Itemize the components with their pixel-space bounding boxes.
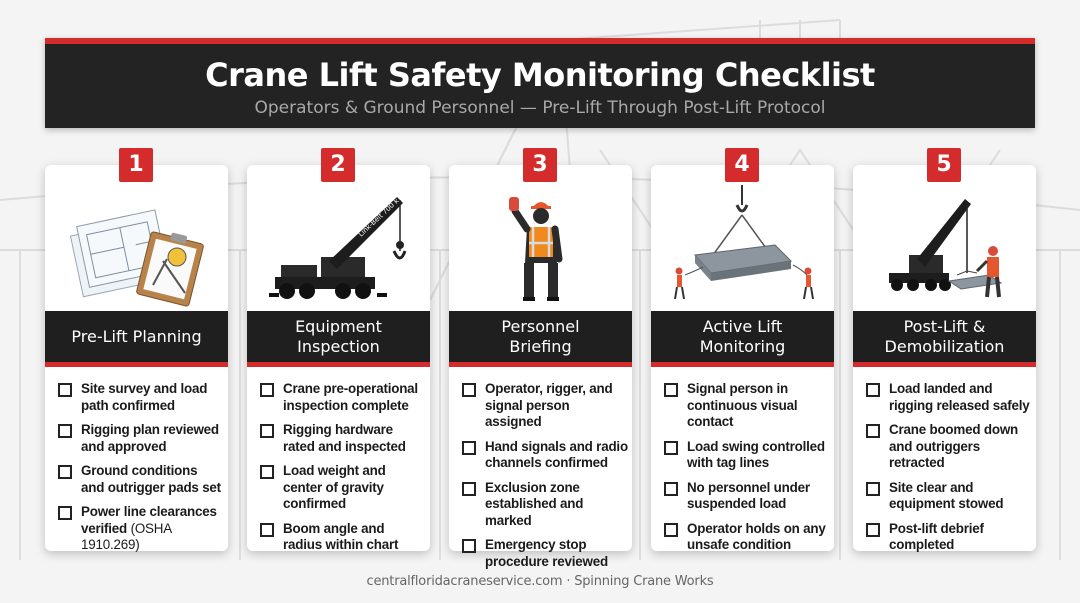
checklist-item-text [81, 504, 224, 554]
step-title-band [247, 311, 430, 367]
checklist-item-text: Exclusion zone established and marked [485, 479, 584, 528]
step-title-band [45, 311, 228, 367]
checklist [664, 381, 830, 562]
checklist-item [866, 381, 1032, 414]
checkbox[interactable] [664, 482, 678, 496]
checklist-item-text: Post-lift debrief completed [889, 520, 984, 552]
checkbox[interactable] [462, 539, 476, 553]
checkbox[interactable] [462, 383, 476, 397]
checklist-item [866, 422, 1032, 472]
checkbox[interactable] [260, 383, 274, 397]
checklist-item [58, 463, 224, 496]
checklist-item-text: No personnel under suspended load [687, 479, 810, 511]
checkbox[interactable] [58, 465, 72, 479]
checklist-item [664, 480, 830, 513]
checklist-item-text: Operator holds on any unsafe condition [687, 520, 826, 552]
crane-label: Link-Belt 700 k [356, 196, 401, 239]
checklist [866, 381, 1032, 562]
checkbox[interactable] [462, 441, 476, 455]
checkbox[interactable] [866, 424, 880, 438]
checklist-item-text: Load landed and rigging released safely [889, 381, 1030, 413]
checkbox[interactable] [866, 383, 880, 397]
checklist-item [58, 422, 224, 455]
checklist-item [462, 381, 628, 431]
checkbox[interactable] [462, 482, 476, 496]
checklist [58, 381, 224, 562]
checklist-item-text: Boom angle and radius within chart [283, 520, 399, 552]
checklist-item [58, 504, 224, 554]
step-title-band [853, 311, 1036, 367]
checklist [260, 381, 426, 562]
checkbox[interactable] [260, 465, 274, 479]
suspended-beam-icon [651, 185, 834, 311]
checkbox[interactable] [58, 506, 72, 520]
checklist-item-text: Ground conditions and outrigger pads set [81, 463, 221, 495]
signal-person-icon [449, 185, 632, 311]
checklist-item [462, 537, 628, 570]
step-badge-3: 3 [523, 148, 557, 182]
checklist-item-text: Emergency stop procedure reviewed [485, 537, 608, 569]
checklist-item-text: Load swing controlled with tag lines [687, 438, 825, 470]
checklist-item [664, 521, 830, 554]
checklist-item-text: Crane pre-operational inspection complete [283, 381, 418, 413]
checklist-item [260, 381, 426, 414]
step-title: Pre-Lift Planning [71, 326, 202, 346]
checklist-item [462, 480, 628, 530]
osha-reference: (OSHA 1910.269) [81, 520, 172, 552]
checkbox[interactable] [664, 523, 678, 537]
checkbox[interactable] [58, 383, 72, 397]
checklist-item [664, 381, 830, 431]
checkbox[interactable] [664, 383, 678, 397]
page-title: Crane Lift Safety Monitoring Checklist [205, 56, 875, 94]
step-badge-4: 4 [725, 148, 759, 182]
checkbox[interactable] [866, 523, 880, 537]
checklist-item [260, 463, 426, 513]
checklist-item [866, 521, 1032, 554]
checkbox[interactable] [866, 482, 880, 496]
checkbox[interactable] [260, 424, 274, 438]
checklist-item-text: Load weight and center of gravity confirmed [283, 463, 386, 511]
checklist-item [58, 381, 224, 414]
checklist-item-text: Crane boomed down and outriggers retracted [889, 422, 1019, 470]
step-card-active-lift-monitoring [651, 165, 834, 551]
checkbox[interactable] [664, 441, 678, 455]
step-badge-1: 1 [119, 148, 153, 182]
step-title-band [449, 311, 632, 367]
checklist-item-main: Power line clearances verified [81, 504, 217, 536]
step-card-equipment-inspection [247, 165, 430, 551]
step-title: Equipment Inspection [295, 316, 382, 356]
checkbox[interactable] [260, 523, 274, 537]
step-badge-2: 2 [321, 148, 355, 182]
step-title: Active Lift Monitoring [699, 316, 786, 356]
step-title: Personnel Briefing [501, 316, 580, 356]
checklist-item [462, 439, 628, 472]
checklist-item [866, 480, 1032, 513]
checklist-item-text: Signal person in continuous visual contact [687, 381, 798, 429]
checklist-item-text: Operator, rigger, and signal person assigned [485, 381, 613, 429]
step-card-post-lift-demobilization [853, 165, 1036, 551]
mobile-crane-icon [247, 185, 430, 311]
checkbox[interactable] [58, 424, 72, 438]
checklist-item [260, 521, 426, 554]
checklist [462, 381, 628, 578]
checklist-item-text: Hand signals and radio channels confirmed [485, 438, 628, 470]
step-card-personnel-briefing [449, 165, 632, 569]
crane-landing-load-icon [853, 185, 1036, 311]
footer-credit: centralfloridacraneservice.com · Spinning Crane Works [366, 574, 714, 589]
step-title-band [651, 311, 834, 367]
checklist-item [260, 422, 426, 455]
step-title: Post-Lift & Demobilization [884, 316, 1005, 356]
header-banner [45, 38, 1035, 128]
blueprint-clipboard-icon [45, 185, 228, 311]
checklist-item [664, 439, 830, 472]
step-badge-5: 5 [927, 148, 961, 182]
checklist-item-text: Site clear and equipment stowed [889, 479, 1004, 511]
step-card-pre-lift-planning [45, 165, 228, 551]
page-subtitle: Operators & Ground Personnel — Pre-Lift Through Post-Lift Protocol [254, 98, 826, 118]
checklist-item-text: Rigging plan reviewed and approved [81, 422, 219, 454]
checklist-item-text: Rigging hardware rated and inspected [283, 422, 406, 454]
checklist-item-text: Site survey and load path confirmed [81, 381, 208, 413]
